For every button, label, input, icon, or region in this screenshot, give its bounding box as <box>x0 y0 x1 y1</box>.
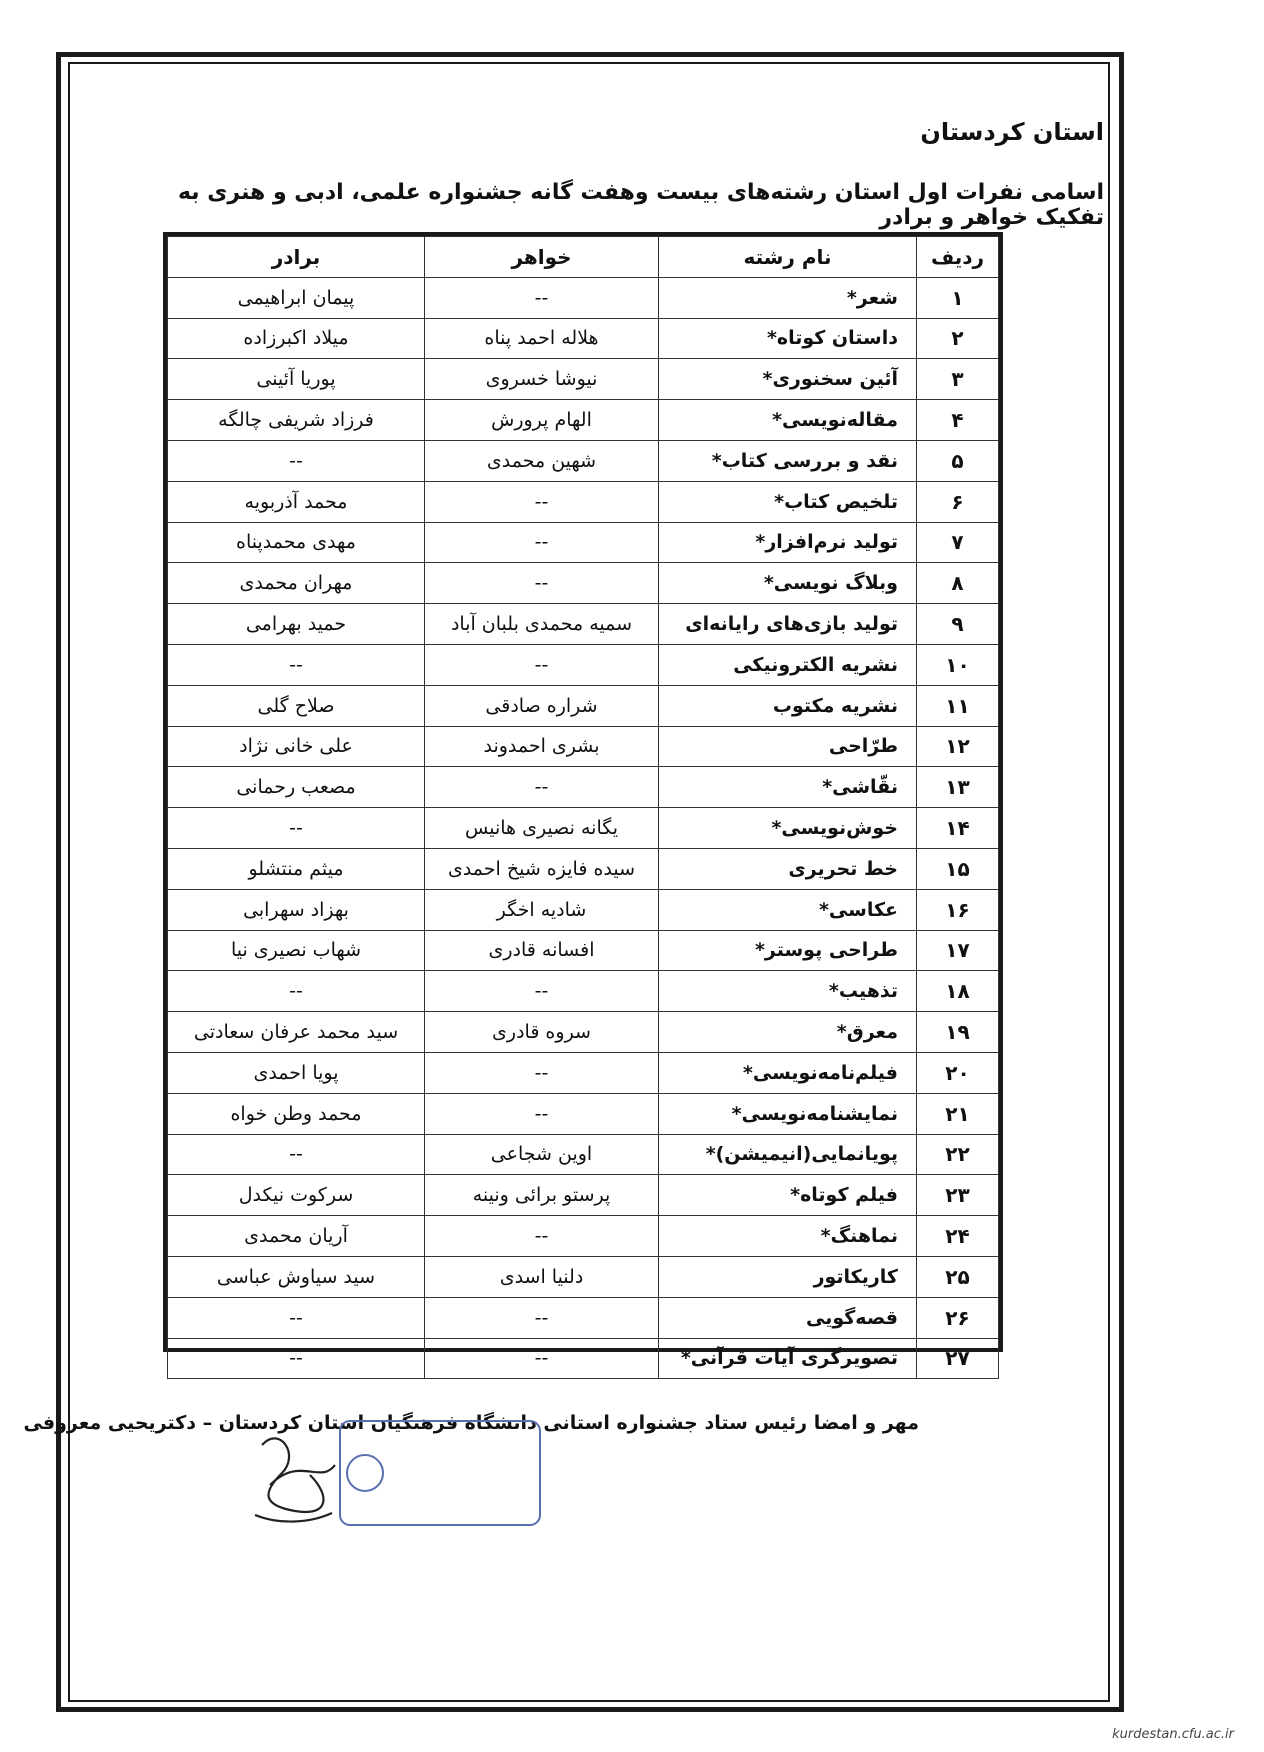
table-row <box>168 400 999 441</box>
row-number-cell: ۱۹ <box>917 1012 999 1053</box>
brother-name-cell: میثم منتشلو <box>168 848 425 889</box>
row-number-cell: ۱۰ <box>917 644 999 685</box>
sister-name-cell: -- <box>425 1052 659 1093</box>
header-sister: خواهر <box>425 237 659 278</box>
field-name-cell: نقّاشی* <box>659 767 917 808</box>
brother-name-cell: بهزاد سهرابی <box>168 889 425 930</box>
field-name-cell: معرق* <box>659 1012 917 1053</box>
results-table <box>167 236 999 1379</box>
table-row <box>168 604 999 645</box>
row-number-cell: ۲۱ <box>917 1093 999 1134</box>
row-number-cell: ۵ <box>917 440 999 481</box>
brother-name-cell: -- <box>168 440 425 481</box>
brother-name-cell: محمد وطن خواه <box>168 1093 425 1134</box>
field-name-cell: پویانمایی(انیمیشن)* <box>659 1134 917 1175</box>
table-row <box>168 1338 999 1379</box>
row-number-cell: ۳ <box>917 359 999 400</box>
row-number-cell: ۲ <box>917 318 999 359</box>
sister-name-cell: شهین محمدی <box>425 440 659 481</box>
sister-name-cell: -- <box>425 1297 659 1338</box>
row-number-cell: ۲۶ <box>917 1297 999 1338</box>
table-row <box>168 1012 999 1053</box>
row-number-cell: ۹ <box>917 604 999 645</box>
sister-name-cell: الهام پرورش <box>425 400 659 441</box>
sister-name-cell: -- <box>425 1216 659 1257</box>
field-name-cell: خوش‌نویسی* <box>659 808 917 849</box>
row-number-cell: ۶ <box>917 481 999 522</box>
row-number-cell: ۲۷ <box>917 1338 999 1379</box>
field-name-cell: تولید بازی‌های رایانه‌ای <box>659 604 917 645</box>
brother-name-cell: سید محمد عرفان سعادتی <box>168 1012 425 1053</box>
row-number-cell: ۱۶ <box>917 889 999 930</box>
brother-name-cell: -- <box>168 971 425 1012</box>
field-name-cell: عکاسی* <box>659 889 917 930</box>
brother-name-cell: علی خانی نژاد <box>168 726 425 767</box>
table-row <box>168 1175 999 1216</box>
table-row <box>168 1216 999 1257</box>
sister-name-cell: -- <box>425 522 659 563</box>
field-name-cell: نشریه الکترونیکی <box>659 644 917 685</box>
table-row <box>168 767 999 808</box>
results-table-container <box>163 232 1003 1371</box>
brother-name-cell: صلاح گلی <box>168 685 425 726</box>
brother-name-cell: -- <box>168 1297 425 1338</box>
table-row <box>168 685 999 726</box>
brother-name-cell: مصعب رحمانی <box>168 767 425 808</box>
sister-name-cell: -- <box>425 971 659 1012</box>
brother-name-cell: فرزاد شریفی چالگه <box>168 400 425 441</box>
row-number-cell: ۱۸ <box>917 971 999 1012</box>
sister-name-cell: سروه قادری <box>425 1012 659 1053</box>
field-name-cell: مقاله‌نویسی* <box>659 400 917 441</box>
row-number-cell: ۲۳ <box>917 1175 999 1216</box>
sister-name-cell: سمیه محمدی بلبان آباد <box>425 604 659 645</box>
page-subtitle: اسامی نفرات اول استان رشته‌های بیست وهفت گانه جشنواره علمی، ادبی و هنری به تفکیک خواهر و برادر <box>177 180 1104 230</box>
header-brother: برادر <box>168 237 425 278</box>
table-row <box>168 889 999 930</box>
table-row <box>168 1134 999 1175</box>
sister-name-cell: -- <box>425 644 659 685</box>
brother-name-cell: پیمان ابراهیمی <box>168 277 425 318</box>
brother-name-cell: -- <box>168 1134 425 1175</box>
table-row <box>168 1297 999 1338</box>
table-row <box>168 726 999 767</box>
field-name-cell: داستان کوتاه* <box>659 318 917 359</box>
brother-name-cell: محمد آذربویه <box>168 481 425 522</box>
brother-name-cell: -- <box>168 1338 425 1379</box>
table-row <box>168 1256 999 1297</box>
brother-name-cell: مهران محمدی <box>168 563 425 604</box>
row-number-cell: ۱ <box>917 277 999 318</box>
table-row <box>168 1052 999 1093</box>
brother-name-cell: پوریا آئینی <box>168 359 425 400</box>
sister-name-cell: هلاله احمد پناه <box>425 318 659 359</box>
brother-name-cell: پویا احمدی <box>168 1052 425 1093</box>
field-name-cell: طراحی پوستر* <box>659 930 917 971</box>
field-name-cell: نقد و بررسی کتاب* <box>659 440 917 481</box>
row-number-cell: ۱۲ <box>917 726 999 767</box>
field-name-cell: تولید نرم‌افزار* <box>659 522 917 563</box>
stamp-emblem-icon <box>347 1455 383 1491</box>
field-name-cell: خط تحریری <box>659 848 917 889</box>
field-name-cell: تذهیب* <box>659 971 917 1012</box>
row-number-cell: ۱۴ <box>917 808 999 849</box>
table-row <box>168 971 999 1012</box>
table-row <box>168 644 999 685</box>
sister-name-cell: اوین شجاعی <box>425 1134 659 1175</box>
row-number-cell: ۴ <box>917 400 999 441</box>
handwritten-signature <box>255 1438 335 1521</box>
brother-name-cell: مهدی محمدپناه <box>168 522 425 563</box>
field-name-cell: فیلم کوتاه* <box>659 1175 917 1216</box>
table-row <box>168 440 999 481</box>
table-row <box>168 481 999 522</box>
sister-name-cell: -- <box>425 1093 659 1134</box>
site-logo: kurdestan.cfu.ac.ir <box>1112 1727 1234 1742</box>
brother-name-cell: میلاد اکبرزاده <box>168 318 425 359</box>
field-name-cell: آئین سخنوری* <box>659 359 917 400</box>
row-number-cell: ۲۴ <box>917 1216 999 1257</box>
table-row <box>168 808 999 849</box>
field-name-cell: طرّاحی <box>659 726 917 767</box>
table-row <box>168 1093 999 1134</box>
brother-name-cell: آریان محمدی <box>168 1216 425 1257</box>
row-number-cell: ۸ <box>917 563 999 604</box>
brother-name-cell: حمید بهرامی <box>168 604 425 645</box>
sister-name-cell: -- <box>425 563 659 604</box>
sister-name-cell: -- <box>425 481 659 522</box>
row-number-cell: ۲۵ <box>917 1256 999 1297</box>
field-name-cell: شعر* <box>659 277 917 318</box>
row-number-cell: ۱۵ <box>917 848 999 889</box>
signature-line: مهر و امضا رئیس ستاد جشنواره استانی دانشگاه فرهنگیان استان کردستان – دکتریحیی معروفی <box>23 1412 919 1434</box>
table-row <box>168 930 999 971</box>
sister-name-cell: -- <box>425 1338 659 1379</box>
row-number-cell: ۱۳ <box>917 767 999 808</box>
field-name-cell: نشریه مکتوب <box>659 685 917 726</box>
field-name-cell: نماهنگ* <box>659 1216 917 1257</box>
table-body <box>168 277 999 1379</box>
sister-name-cell: سیده فایزه شیخ احمدی <box>425 848 659 889</box>
official-stamp <box>240 1415 560 1535</box>
sister-name-cell: افسانه قادری <box>425 930 659 971</box>
sister-name-cell: -- <box>425 277 659 318</box>
brother-name-cell: -- <box>168 808 425 849</box>
sister-name-cell: -- <box>425 767 659 808</box>
sister-name-cell: پرستو برائی ونینه <box>425 1175 659 1216</box>
sister-name-cell: بشری احمدوند <box>425 726 659 767</box>
table-row <box>168 563 999 604</box>
header-row-number: ردیف <box>917 237 999 278</box>
table-row <box>168 318 999 359</box>
brother-name-cell: -- <box>168 644 425 685</box>
field-name-cell: تلخیص کتاب* <box>659 481 917 522</box>
field-name-cell: فیلم‌نامه‌نویسی* <box>659 1052 917 1093</box>
table-row <box>168 522 999 563</box>
field-name-cell: وبلاگ نویسی* <box>659 563 917 604</box>
field-name-cell: نمایشنامه‌نویسی* <box>659 1093 917 1134</box>
field-name-cell: تصویرگری آیات قرآنی* <box>659 1338 917 1379</box>
sister-name-cell: یگانه نصیری هانیس <box>425 808 659 849</box>
brother-name-cell: شهاب نصیری نیا <box>168 930 425 971</box>
sister-name-cell: شادیه اخگر <box>425 889 659 930</box>
brother-name-cell: سرکوت نیکدل <box>168 1175 425 1216</box>
sister-name-cell: شراره صادقی <box>425 685 659 726</box>
sister-name-cell: دلنیا اسدی <box>425 1256 659 1297</box>
row-number-cell: ۷ <box>917 522 999 563</box>
stamp-frame <box>340 1421 540 1525</box>
brother-name-cell: سید سیاوش عباسی <box>168 1256 425 1297</box>
row-number-cell: ۲۰ <box>917 1052 999 1093</box>
page-title: استان کردستان <box>920 118 1104 146</box>
field-name-cell: قصه‌گویی <box>659 1297 917 1338</box>
table-row <box>168 848 999 889</box>
row-number-cell: ۱۷ <box>917 930 999 971</box>
row-number-cell: ۲۲ <box>917 1134 999 1175</box>
table-header-row <box>168 237 999 278</box>
header-field-name: نام رشته <box>659 237 917 278</box>
sister-name-cell: نیوشا خسروی <box>425 359 659 400</box>
field-name-cell: کاریکاتور <box>659 1256 917 1297</box>
row-number-cell: ۱۱ <box>917 685 999 726</box>
table-row <box>168 359 999 400</box>
table-row <box>168 277 999 318</box>
